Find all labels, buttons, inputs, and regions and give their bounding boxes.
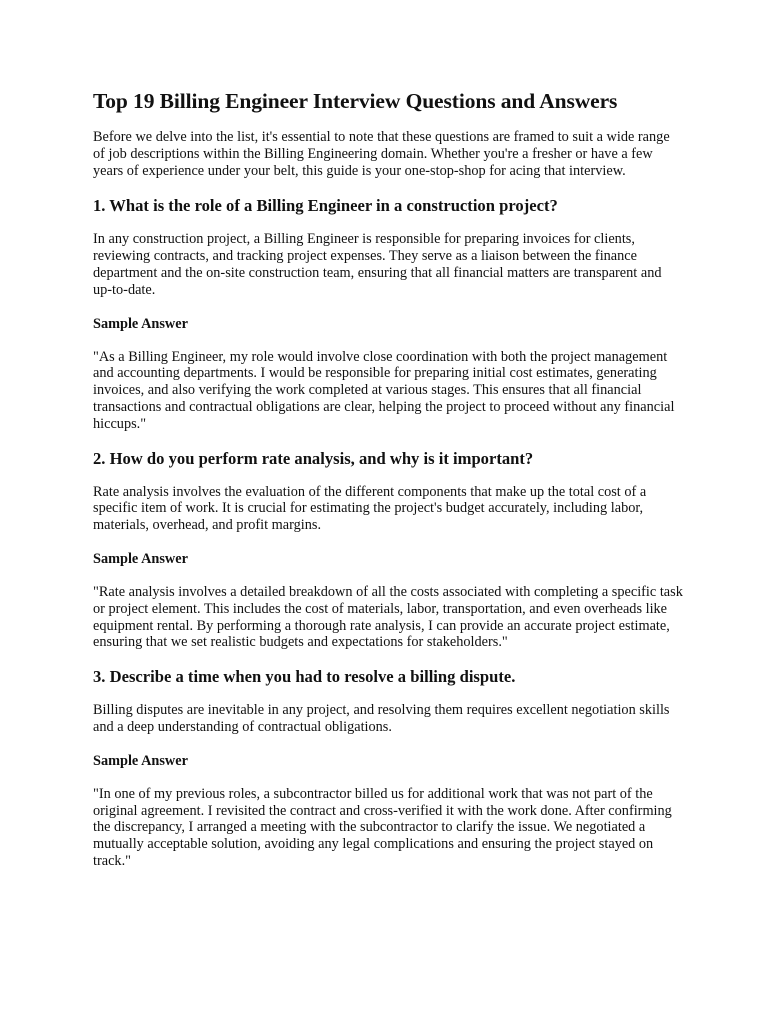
- question-section-3: [93, 667, 683, 870]
- sample-answer-label: Sample Answer: [93, 550, 188, 567]
- question-explanation: In any construction project, a Billing Engineer is responsible for preparing invoices for clients, reviewing contracts, and tracking project expenses. They serve as a liaison between the finance department and the on-site construction team, ensuring that all financial matters are transparent and up-to-date.: [93, 231, 662, 298]
- page-title: Top 19 Billing Engineer Interview Questions and Answers: [93, 89, 618, 113]
- question-explanation: Billing disputes are inevitable in any project, and resolving them requires excellent negotiation skills and a deep understanding of contractual obligations.: [93, 702, 670, 735]
- question-section-2: [93, 449, 683, 652]
- sample-answer-text: "As a Billing Engineer, my role would involve close coordination with both the project management and accounting departments. I would be responsible for preparing initial cost estimates, generating invoices, and also verifying the work completed at various stages. This ensures that all financial transactions and contractual obligations are clear, helping the project to proceed without any financial hiccups.": [93, 348, 675, 432]
- question-heading: 1. What is the role of a Billing Engineer in a construction project?: [93, 196, 558, 216]
- sample-answer-label: Sample Answer: [93, 752, 188, 769]
- document-page: [93, 88, 683, 886]
- sample-answer-text: "In one of my previous roles, a subcontractor billed us for additional work that was not part of the original agreement. I revisited the contract and cross-verified it with the work done. After confirming the discrepancy, I arranged a meeting with the subcontractor to clarify the issue. We negotiated a mutually acceptable solution, avoiding any legal complications and ensuring the project stayed on track.": [93, 785, 672, 869]
- question-explanation: Rate analysis involves the evaluation of the different components that make up the total cost of a specific item of work. It is crucial for estimating the project's budget accurately, including labor, materials, overhead, and profit margins.: [93, 483, 647, 534]
- sample-answer-label: Sample Answer: [93, 315, 188, 332]
- question-heading: 3. Describe a time when you had to resolve a billing dispute.: [93, 667, 516, 687]
- sample-answer-text: "Rate analysis involves a detailed breakdown of all the costs associated with completing a specific task or project element. This includes the cost of materials, labor, transportation, and even overheads like equipment rental. By performing a thorough rate analysis, I can provide an accurate project estimate, ensuring that we set realistic budgets and expectations for stakeholders.": [93, 583, 683, 651]
- intro-paragraph: Before we delve into the list, it's essential to note that these questions are framed to suit a wide range of job descriptions within the Billing Engineering domain. Whether you're a fresher or have a few years of experience under your belt, this guide is your one-stop-shop for acing that interview.: [93, 129, 670, 179]
- question-section-1: [93, 196, 683, 432]
- question-heading: 2. How do you perform rate analysis, and why is it important?: [93, 448, 534, 468]
